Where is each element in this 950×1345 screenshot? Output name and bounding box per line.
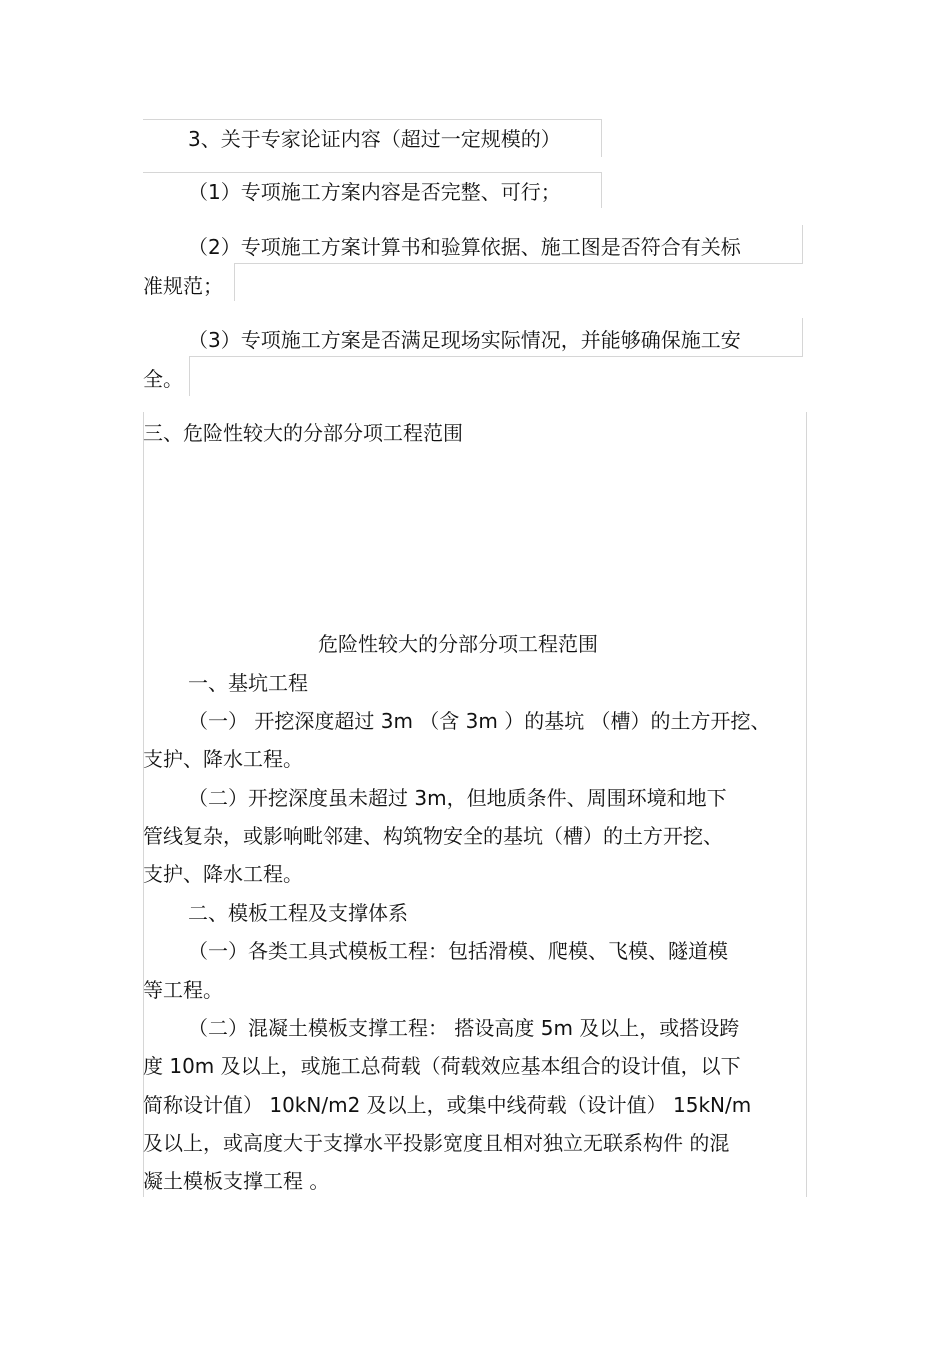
frame-box	[234, 263, 235, 301]
part1-item2-line-3: 支护、降水工程。	[143, 862, 303, 886]
review-point-1: （1）专项施工方案内容是否完整、可行；	[188, 180, 561, 204]
part2-item2-line-3: 简称设计值） 10kN/m2 及以上，或集中线荷载（设计值） 15kN/m	[143, 1093, 752, 1117]
part2-item1-line-1: （一）各类工具式模板工程：包括滑模、爬模、飞模、隧道模	[188, 939, 728, 963]
part1-item1-line-2: 支护、降水工程。	[143, 747, 303, 771]
part2-item1-line-2: 等工程。	[143, 978, 223, 1002]
part2-item2-line-5: 凝土模板支撑工程 。	[143, 1169, 330, 1193]
review-point-3-line-2: 全。	[143, 367, 183, 391]
part1-item2-line-1: （二）开挖深度虽未超过 3m，但地质条件、周围环境和地下	[188, 786, 727, 810]
frame-line	[143, 119, 601, 120]
review-point-2-line-1: （2）专项施工方案计算书和验算依据、施工图是否符合有关标	[188, 235, 741, 259]
frame-line	[601, 119, 602, 157]
item3-heading: 3、关于专家论证内容（超过一定规模的）	[188, 127, 561, 151]
frame-line	[143, 412, 144, 1197]
review-point-3-line-1: （3）专项施工方案是否满足现场实际情况，并能够确保施工安	[188, 328, 741, 352]
part1-item2-line-2: 管线复杂，或影响毗邻建、构筑物安全的基坑（槽）的土方开挖、	[143, 824, 723, 848]
part2-item2-line-1: （二）混凝土模板支撑工程： 搭设高度 5m 及以上，或搭设跨	[188, 1016, 740, 1040]
part1-heading: 一、基坑工程	[188, 671, 308, 695]
section-three-heading: 三、危险性较大的分部分项工程范围	[143, 421, 463, 445]
part2-heading: 二、模板工程及支撑体系	[188, 901, 408, 925]
frame-line	[189, 356, 190, 396]
part2-item2-line-2: 度 10m 及以上，或施工总荷载（荷载效应基本组合的设计值，以下	[143, 1054, 741, 1078]
frame-line	[601, 172, 602, 208]
frame-line	[143, 172, 601, 173]
frame-line	[806, 412, 807, 1197]
review-point-2-line-2: 准规范；	[143, 274, 223, 298]
scope-title: 危险性较大的分部分项工程范围	[318, 632, 598, 656]
part2-item2-line-4: 及以上，或高度大于支撑水平投影宽度且相对独立无联系构件 的混	[143, 1131, 730, 1155]
part1-item1-line-1: （一） 开挖深度超过 3m （含 3m ）的基坑 （槽）的土方开挖、	[188, 709, 771, 733]
